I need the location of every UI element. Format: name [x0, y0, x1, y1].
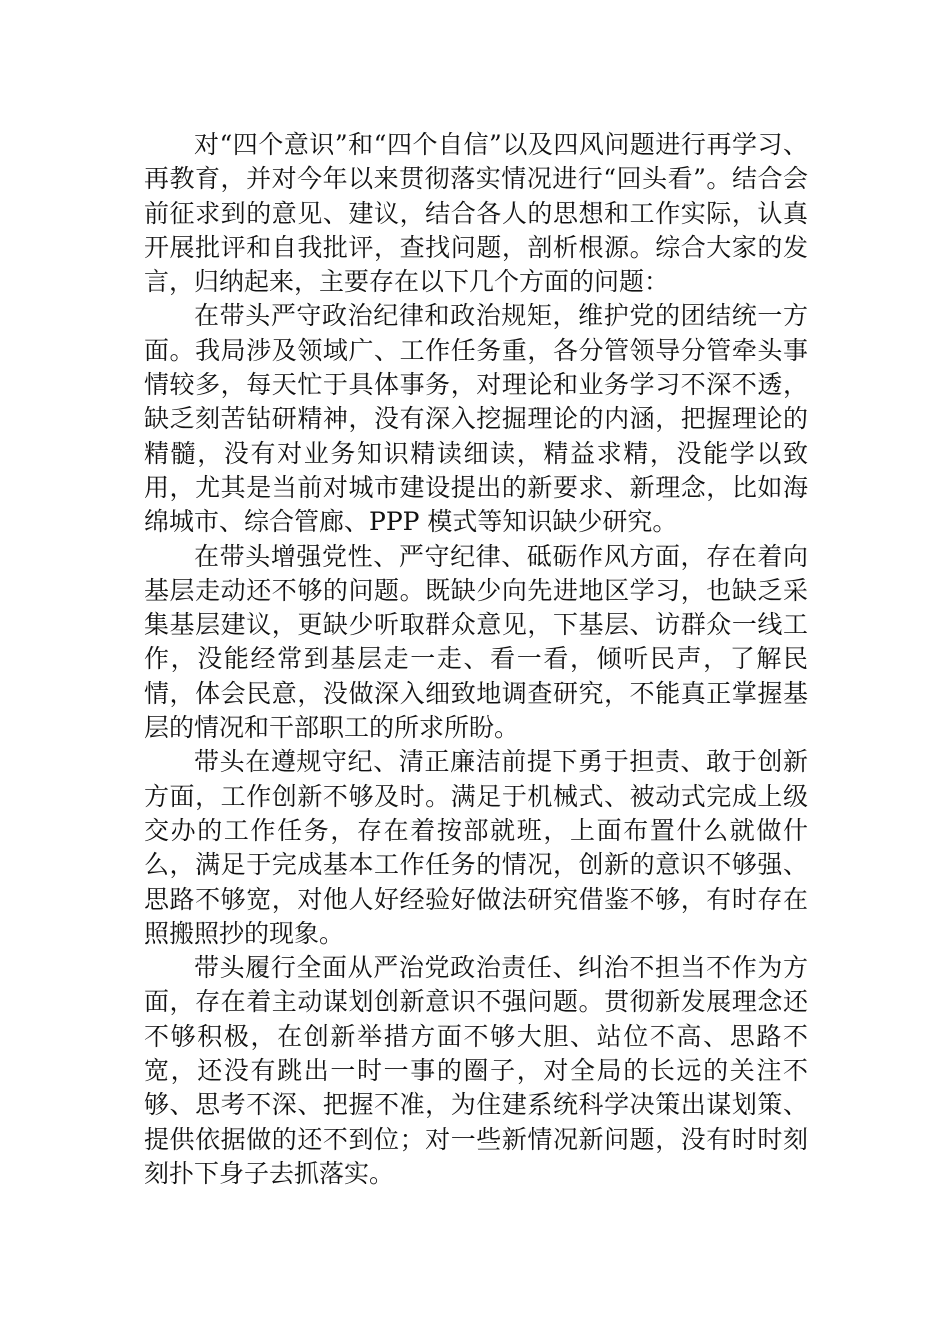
paragraph-intro: 对“四个意识”和“四个自信”以及四风问题进行再学习、再教育，并对今年以来贯彻落实情况进行“回头看”。结合会前征求到的意见、建议，结合各人的思想和工作实际，认真开展批评和自我批评，查找问题，剖析根源。综合大家的发言，归纳起来，主要存在以下几个方面的问题：	[144, 130, 808, 297]
paragraph-party-spirit: 在带头增强党性、严守纪律、砥砺作风方面，存在着向基层走动还不够的问题。既缺少向先进地区学习，也缺乏采集基层建议，更缺少听取群众意见，下基层、访群众一线工作，没能经常到基层走一走、看一看，倾听民声，了解民情，体会民意，没做深入细致地调查研究，不能真正掌握基层的情况和干部职工的所求所盼。	[144, 541, 808, 743]
paragraph-innovation: 带头在遵规守纪、清正廉洁前提下勇于担责、敢于创新方面，工作创新不够及时。满足于机械式、被动式完成上级交办的工作任务，存在着按部就班，上面布置什么就做什么，满足于完成基本工作任务的情况，创新的意识不够强、思路不够宽，对他人好经验好做法研究借鉴不够，有时存在照搬照抄的现象。	[144, 747, 808, 948]
paragraph-responsibility: 带头履行全面从严治党政治责任、纠治不担当不作为方面，存在着主动谋划创新意识不强问题。贯彻新发展理念还不够积极，在创新举措方面不够大胆、站位不高、思路不宽，还没有跳出一时一事的圈子，对全局的长远的关注不够、思考不深、把握不准，为住建系统科学决策出谋划策、提供依据做的还不到位；对一些新情况新问题，没有时时刻刻扑下身子去抓落实。	[144, 953, 808, 1188]
document-page	[144, 128, 808, 1191]
paragraph-political-discipline: 在带头严守政治纪律和政治规矩，维护党的团结统一方面。我局涉及领域广、工作任务重，各分管领导分管牵头事情较多，每天忙于具体事务，对理论和业务学习不深不透，缺乏刻苦钻研精神，没有深入挖掘理论的内涵，把握理论的精髓，没有对业务知识精读细读，精益求精，没能学以致用，尤其是当前对城市建设提出的新要求、新理念，比如海绵城市、综合管廊、PPP 模式等知识缺少研究。	[144, 301, 808, 537]
